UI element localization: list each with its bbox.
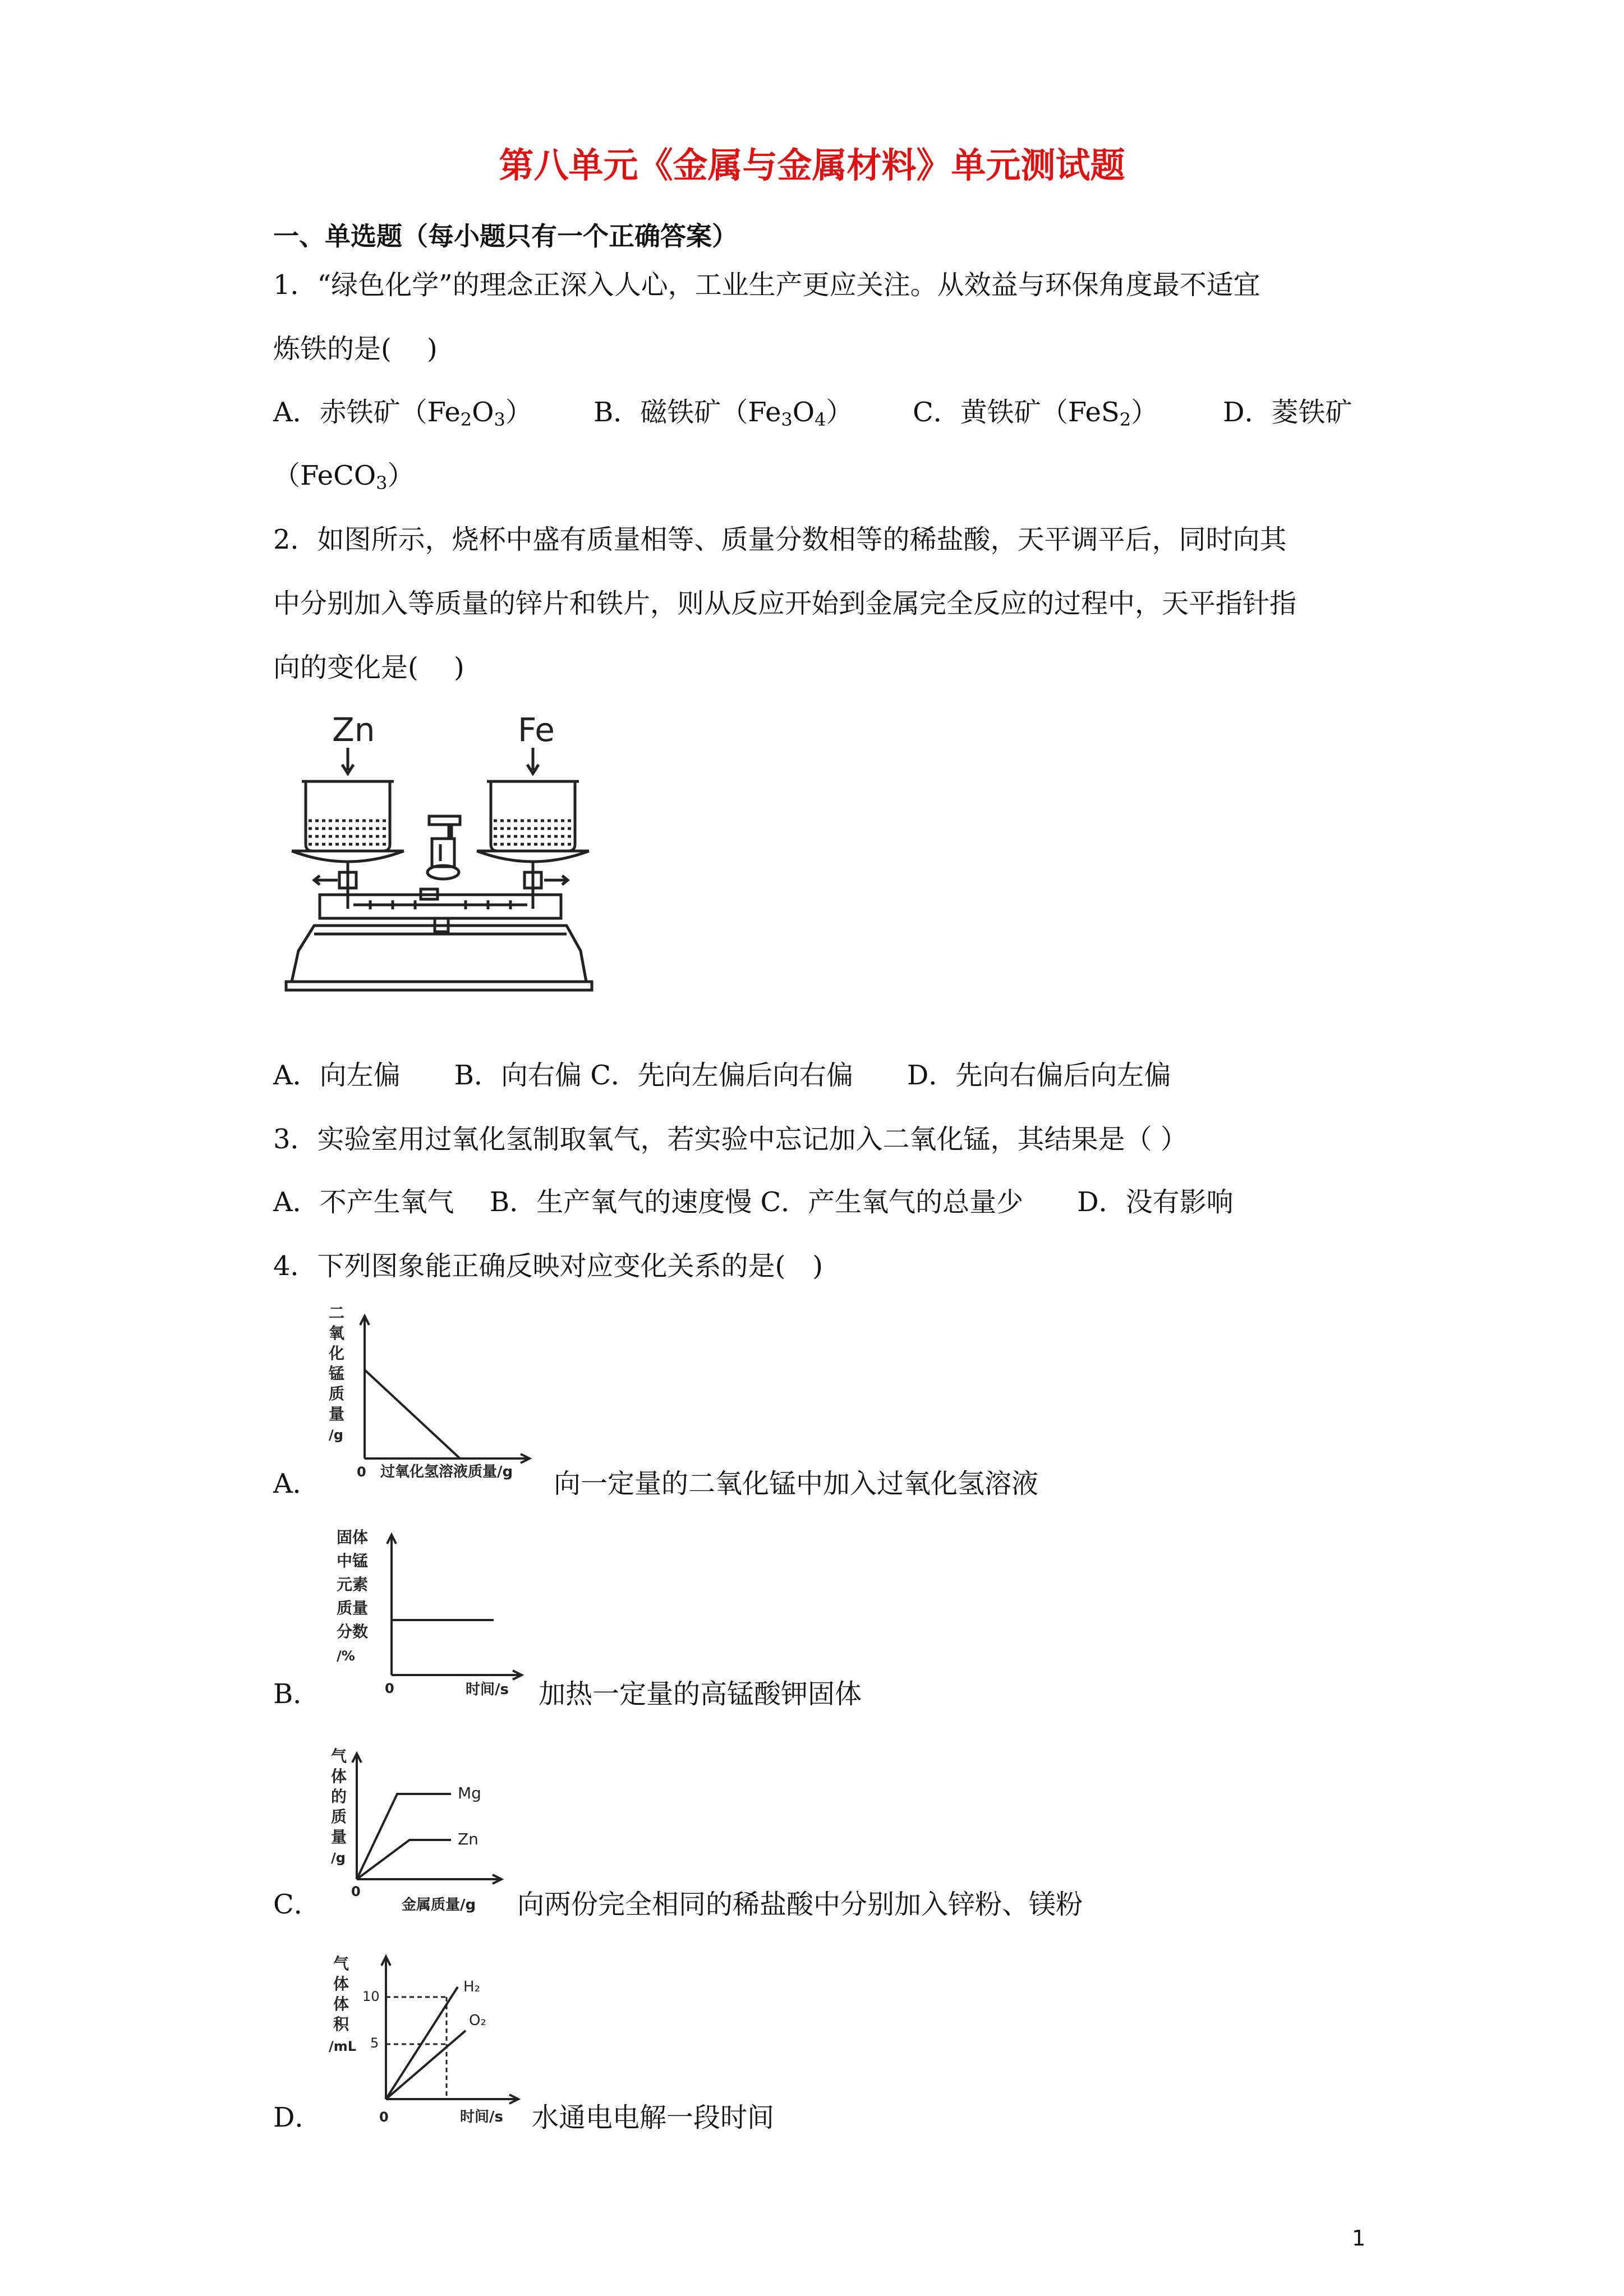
q4-stem: 4．下列图象能正确反映对应变化关系的是( ) — [273, 1250, 823, 1282]
balance-label-zn: Zn — [332, 711, 375, 749]
graph-a-ylabel-2: 化 — [329, 1344, 345, 1363]
q4-option-a-desc: 向一定量的二氧化锰中加入过氧化氢溶液 — [554, 1468, 1039, 1499]
q1-option-b — [594, 395, 853, 436]
q4-option-d-letter: D． — [273, 2102, 322, 2133]
balance-label-fe: Fe — [518, 711, 555, 749]
graph-c-ylabel-3: 质 — [331, 1807, 347, 1826]
q4-option-a-letter: A． — [273, 1468, 320, 1499]
graph-b-ylabel-1: 中锰 — [337, 1552, 369, 1570]
q1-option-a-sub1: 2 — [460, 409, 472, 430]
graph-a-ylabel-1: 氧 — [329, 1324, 345, 1342]
q3-stem: 3．实验室用过氧化氢制取氧气，若实验中忘记加入二氧化锰，其结果是（ ） — [273, 1124, 1188, 1155]
graph-a — [325, 1301, 550, 1509]
graph-a-ylabel-6: /g — [329, 1427, 343, 1443]
graph-b — [325, 1526, 550, 1711]
q1-option-d-text: （FeCO — [273, 460, 376, 491]
q1-option-a-sub2: 3 — [494, 409, 505, 430]
q1-option-b-sub1: 3 — [781, 409, 793, 430]
q1-option-a — [273, 395, 532, 436]
graph-b-ylabel-2: 元素 — [337, 1575, 369, 1594]
graph-b-ylabel-5: /% — [337, 1648, 355, 1664]
q1-option-d-formula — [273, 459, 415, 500]
graph-a-ylabel-5: 量 — [329, 1405, 345, 1423]
q1-option-c-sub1: 2 — [1119, 409, 1131, 430]
q4-option-d-desc: 水通电电解一段时间 — [532, 2102, 775, 2133]
q1-option-a-mid: O — [472, 397, 494, 428]
q4-option-b-letter: B． — [273, 1678, 320, 1710]
graph-c-ylabel-1: 体 — [331, 1767, 347, 1786]
graph-c-ylabel-2: 的 — [331, 1787, 347, 1806]
graph-d-ylabel-3: 积 — [333, 2015, 349, 2033]
graph-c-ylabel-4: 量 — [331, 1828, 347, 1846]
graph-d-ylabel-2: 体 — [333, 1995, 349, 2013]
q2-options: A．向左偏 B．向右偏 C．先向左偏后向右偏 D．先向右偏后向左偏 — [273, 1060, 1171, 1091]
graph-c-series-zn: Zn — [458, 1830, 479, 1848]
q1-stem-line2: 炼铁的是( ) — [273, 333, 438, 365]
graph-a-origin: 0 — [357, 1464, 366, 1480]
q3-options: A．不产生氧气 B．生产氧气的速度慢 C．产生氧气的总量少 D．没有影响 — [273, 1186, 1234, 1218]
graph-c-xlabel: 金属质量/g — [402, 1897, 476, 1913]
graph-c-series-mg: Mg — [458, 1784, 481, 1802]
q1-option-c-text: C．黄铁矿（FeS — [913, 397, 1120, 428]
graph-d-ylabel-0: 气 — [333, 1954, 349, 1973]
q1-option-c — [913, 395, 1158, 436]
q1-option-b-mid: O — [792, 397, 815, 428]
graph-b-ylabel-3: 质量 — [337, 1599, 369, 1617]
q1-option-a-text: A．赤铁矿（Fe — [273, 397, 461, 428]
q1-option-d: D．菱铁矿 — [1223, 397, 1352, 428]
graph-d-xlabel: 时间/s — [460, 2109, 503, 2125]
graph-d-tick-5: 5 — [370, 2035, 379, 2051]
q1-option-d-end: ） — [387, 460, 415, 491]
page-number: 1 — [1352, 2226, 1366, 2251]
q1-stem-line1: 1．“绿色化学”的理念正深入人心，工业生产更应关注。从效益与环保角度最不适宜 — [273, 269, 1260, 301]
section-heading: 一、单选题（每小题只有一个正确答案） — [273, 221, 738, 251]
q1-option-b-end: ） — [826, 397, 853, 428]
graph-d-line-o2 — [386, 2031, 466, 2099]
graph-c-origin: 0 — [351, 1884, 361, 1899]
graph-c-ylabel-5: /g — [331, 1850, 346, 1866]
graph-d-ylabel-1: 体 — [333, 1975, 349, 1993]
q2-stem-line2: 中分别加入等质量的锌片和铁片，则从反应开始到金属完全反应的过程中，天平指针指 — [273, 588, 1297, 619]
graph-a-xlabel: 过氧化氢溶液质量/g — [380, 1464, 513, 1480]
graph-d-series-o2: O₂ — [469, 2012, 486, 2029]
q2-stem-line1: 2．如图所示，烧杯中盛有质量相等、质量分数相等的稀盐酸，天平调平后，同时向其 — [273, 524, 1287, 555]
page-title: 第八单元《金属与金属材料》单元测试题 — [499, 145, 1125, 186]
q1-option-c-end: ） — [1131, 397, 1158, 428]
graph-c-line-mg — [357, 1794, 451, 1879]
q2-stem-line3: 向的变化是( ) — [273, 652, 464, 683]
graph-a-ylabel-0: 二 — [329, 1304, 345, 1322]
graph-d-ylabel-4: /mL — [329, 2039, 357, 2054]
graph-a-line — [365, 1370, 460, 1458]
graph-b-origin: 0 — [385, 1681, 394, 1696]
q4-option-c-desc: 向两份完全相同的稀盐酸中分别加入锌粉、镁粉 — [517, 1889, 1083, 1920]
graph-c-line-zn — [357, 1840, 451, 1879]
graph-c-ylabel-0: 气 — [331, 1747, 347, 1765]
q1-option-a-end: ） — [505, 397, 532, 428]
graph-a-ylabel-4: 质 — [329, 1384, 345, 1403]
graph-b-ylabel-4: 分数 — [337, 1622, 369, 1641]
graph-d-tick-10: 10 — [362, 1989, 380, 2004]
q1-option-b-sub2: 4 — [815, 409, 826, 430]
q4-option-b-desc: 加热一定量的高锰酸钾固体 — [539, 1678, 862, 1710]
graph-d — [325, 1952, 539, 2148]
graph-a-ylabel-3: 锰 — [329, 1364, 345, 1383]
graph-b-xlabel: 时间/s — [466, 1681, 509, 1698]
q1-option-d-sub1: 3 — [376, 472, 388, 494]
graph-d-series-h2: H₂ — [463, 1978, 480, 1995]
graph-b-ylabel-0: 固体 — [337, 1528, 369, 1547]
graph-d-line-h2 — [386, 1987, 458, 2099]
q1-option-b-text: B．磁铁矿（Fe — [594, 397, 781, 428]
q4-option-c-letter: C． — [273, 1889, 321, 1920]
graph-c — [325, 1745, 527, 1930]
graph-d-origin: 0 — [379, 2109, 389, 2125]
balance-figure — [280, 704, 628, 1041]
